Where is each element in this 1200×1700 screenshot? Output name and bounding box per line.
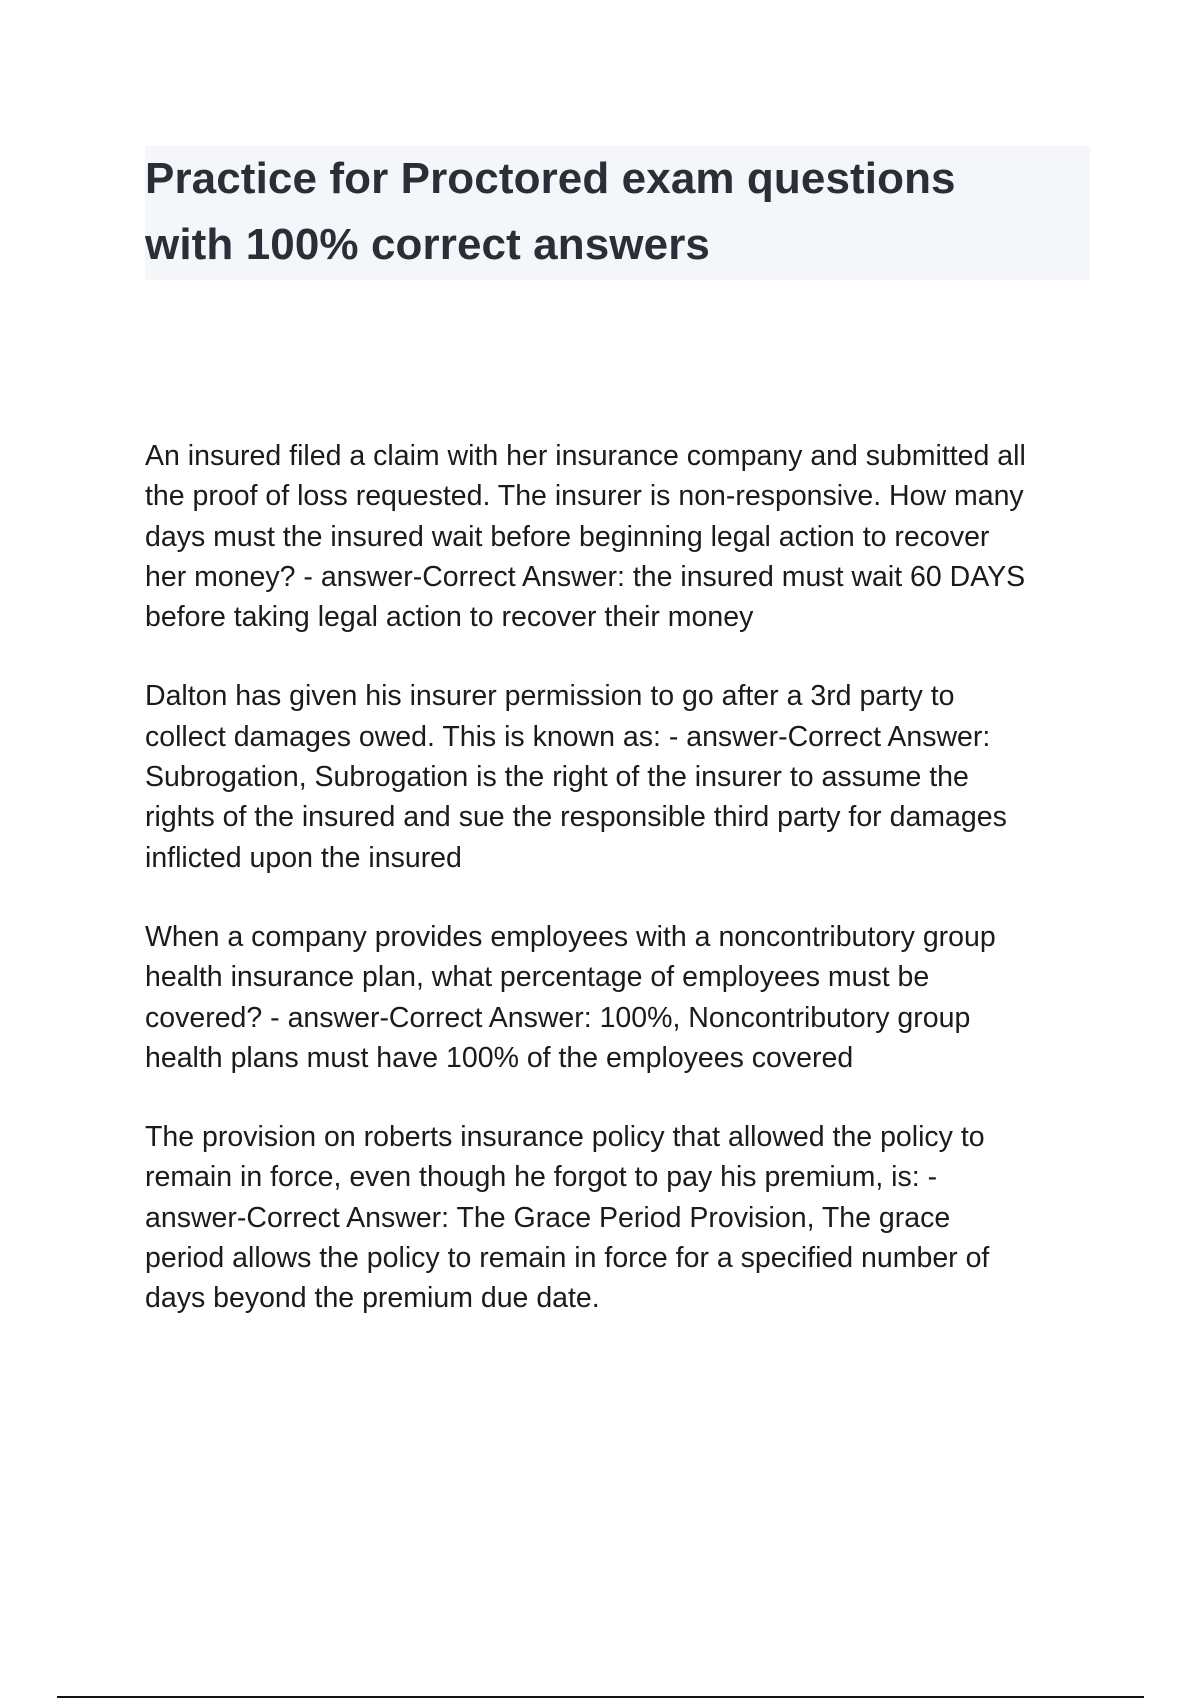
question-answer-item: Dalton has given his insurer permission to go after a 3rd party to collect damages owed. This is known as: - answer-Correct Answer: Subrogation, Subrogation is the right of the insurer to assume the rights of the insured and sue the responsible third party for damages inflicted upon the insured (145, 680, 1007, 874)
title-block (145, 146, 1090, 280)
question-answer-item: When a company provides employees with a noncontributory group health insurance plan, what percentage of employees must be covered? - answer-Correct Answer: 100%, Noncontributory group health plans must have 100% of the employees covered (145, 920, 996, 1074)
page-title (145, 146, 1090, 278)
title-line-2: with 100% correct answers (145, 220, 710, 269)
title-line-1: Practice for Proctored exam questions (145, 154, 956, 203)
question-answer-item: An insured filed a claim with her insurance company and submitted all the proof of loss requested. The insurer is non-responsive. How many days must the insured wait before beginning legal action to recover her money? - answer-Correct Answer: the insured must wait 60 DAYS before taking legal action to recover their money (145, 440, 1026, 634)
footer-divider (57, 1696, 1144, 1698)
question-answer-item: The provision on roberts insurance policy that allowed the policy to remain in force, even though he forgot to pay his premium, is: - answer-Correct Answer: The Grace Period Provision, The grace period allows the policy to remain in force for a specified number of days beyond the premium due date. (145, 1121, 990, 1315)
question-list (145, 436, 1090, 1358)
